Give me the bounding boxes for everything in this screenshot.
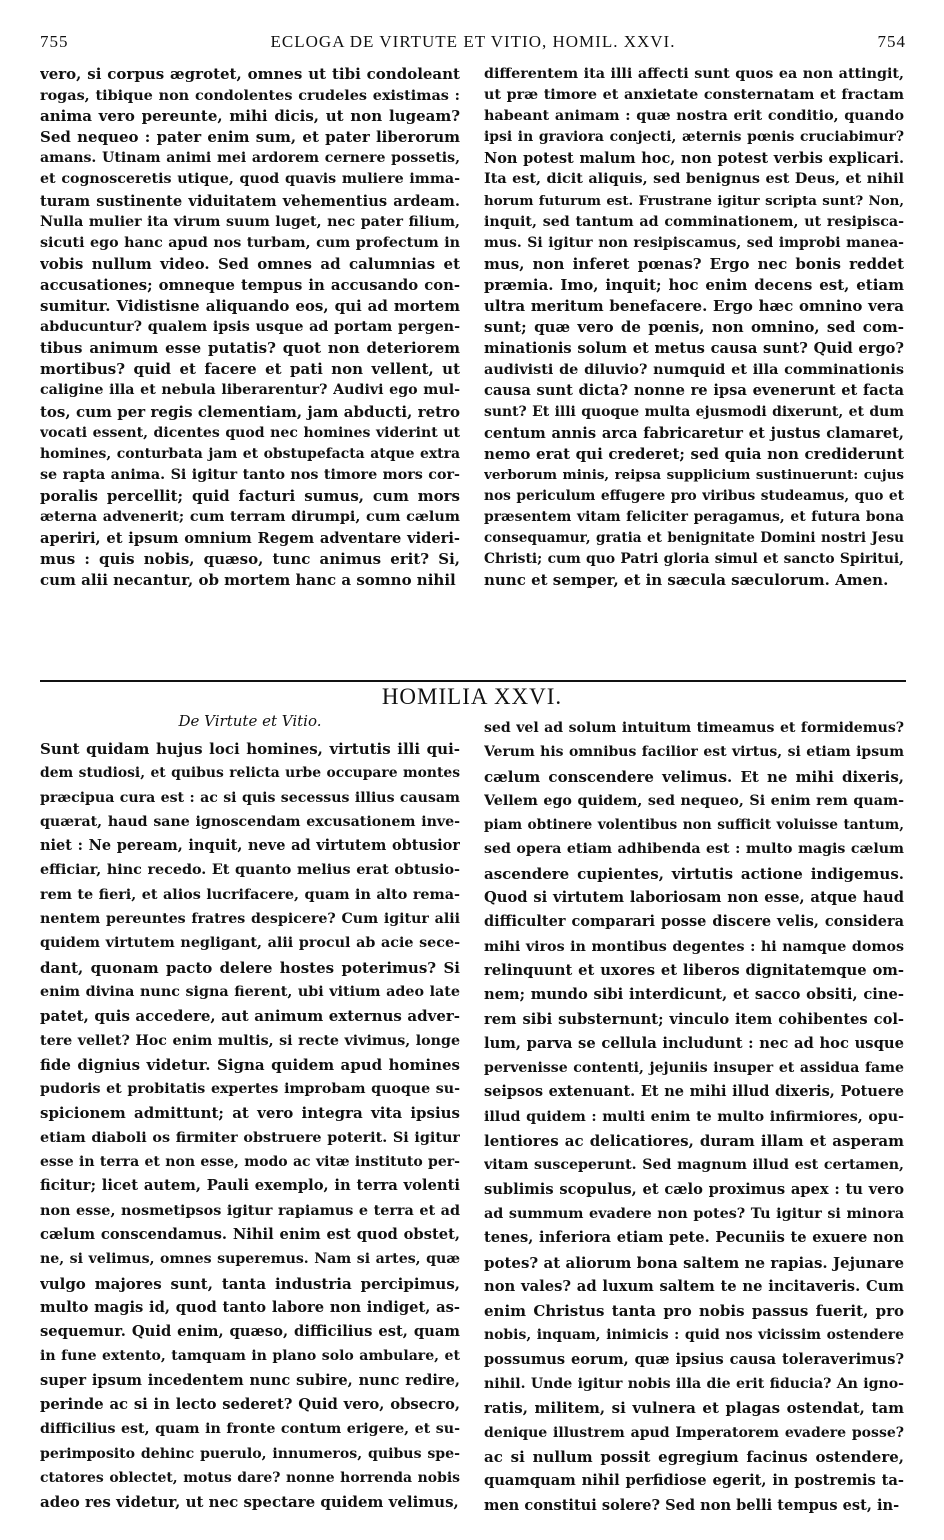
text-line: vitam susceperunt. Sed magnum illud est certamen, <box>484 1157 904 1174</box>
text-line: etiam diaboli os firmiter obstruere poterit. Si igitur <box>40 1129 460 1146</box>
text-line: audivisti de diluvio? numquid et illa comminationis <box>484 361 904 379</box>
text-line: in fune extento, tamquam in plano solo ambulare, et <box>40 1348 460 1365</box>
text-line: vero, si corpus ægrotet, omnes ut tibi condoleant <box>40 65 460 83</box>
text-line: homines, conturbata jam et obstupefacta atque extra <box>40 445 460 462</box>
homily-subtitle: De Virtute et Vitio. <box>178 712 322 730</box>
text-line: Verum his omnibus facilior est virtus, si etiam ipsum <box>484 744 904 761</box>
text-line: ratis, militem, si vulnera et plagas ostendat, tam <box>484 1399 904 1418</box>
text-line: piam obtinere volentibus non sufficit voluisse tantum, <box>484 817 904 834</box>
text-line: habeant animam : quæ nostra erit conditio, quando <box>484 108 904 125</box>
text-line: fide dignius videtur. Signa quidem apud homines <box>40 1055 460 1074</box>
text-line: sed opera etiam adhibenda est : multo magis cælum <box>484 841 904 858</box>
text-line: ultra meritum benefacere. Ergo hæc omnino vera <box>484 297 904 316</box>
page-number-left: 755 <box>40 32 69 51</box>
text-line: sunt? Et illi quoque multa ejusmodi dixerunt, et dum <box>484 403 904 420</box>
homily-title: HOMILIA XXVI. <box>381 684 563 709</box>
text-line: difficilius est, quam in fronte contum erigere, et su- <box>40 1421 460 1438</box>
text-line: mus. Si igitur non resipiscamus, sed improbi manea- <box>484 234 904 251</box>
text-line: non esse, nosmetipsos igitur rapiamus e terra et ad <box>40 1202 460 1219</box>
text-line: anima vero pereunte, mihi dicis, ut non lugeam? <box>40 107 460 126</box>
text-line: potes? at aliorum bona saltem ne rapias. Jejunare <box>484 1253 904 1272</box>
text-line: abducuntur? qualem ipsis usque ad portam pergen- <box>40 319 460 336</box>
text-line: adeo res videtur, ut nec spectare quidem velimus, <box>40 1493 459 1512</box>
text-line: enim Christus tanta pro nobis passus fuerit, pro <box>484 1302 904 1321</box>
text-line: vobis nullum video. Sed omnes ad calumnias et <box>40 254 460 273</box>
text-line: Christi; cum quo Patri gloria simul et sancto Spiritui, <box>484 551 904 568</box>
bottom-right-column <box>484 716 904 1518</box>
text-line: lentiores ac delicatiores, duram illam et asperam <box>484 1132 904 1151</box>
text-line: super ipsum incedentem nunc subire, nunc redire, <box>40 1371 460 1389</box>
section-divider <box>40 680 906 682</box>
text-line: sublimis scopulus, et cælo proximus apex : tu vero <box>484 1180 904 1198</box>
text-line: præmia. Imo, inquit; hoc enim decens est, etiam <box>484 275 904 294</box>
text-line: sicuti ego hanc apud nos turbam, cum profectum in <box>40 234 460 251</box>
text-line: non vales? ad luxum saltem te ne incitaveris. Cum <box>484 1277 904 1295</box>
text-line: difficulter comparari posse discere velis, considera <box>484 913 904 931</box>
text-line: nos periculum effugere pro viribus studeamus, quo et <box>484 487 904 504</box>
text-line: sed vel ad solum intuitum timeamus et formidemus? <box>484 720 904 736</box>
text-line: seipsos extenuant. Et ne mihi illud dixeris, Potuere <box>484 1083 904 1101</box>
text-line: verborum minis, reipsa supplicium sustinuerunt: cujus <box>484 466 904 483</box>
text-line: ac si nullum possit egregium facinus ostendere, <box>484 1447 904 1466</box>
text-line: Sunt quidam hujus loci homines, virtutis illi qui- <box>40 740 460 758</box>
text-line: Non potest malum hoc, non potest verbis explicari. <box>484 150 904 168</box>
text-line: turam sustinente viduitatem vehementius ardeam. <box>40 192 460 210</box>
text-line: se rapta anima. Si igitur tanto nos timore mors cor- <box>40 466 460 483</box>
text-line: aperiri, et ipsum omnium Regem adventare videri- <box>40 530 460 548</box>
text-line: nunc et semper, et in sæcula sæculorum. Amen. <box>484 571 889 590</box>
top-left-column <box>40 64 460 591</box>
text-line: causa sunt dicta? nonne re ipsa evenerunt et facta <box>484 382 904 400</box>
text-line: centum annis arca fabricaretur et justus clamaret, <box>484 424 904 442</box>
text-line: ficitur; licet autem, Pauli exemplo, in terra volenti <box>40 1177 460 1195</box>
text-line: nem; mundo sibi interdicunt, et sacco obsiti, cine- <box>484 986 904 1004</box>
text-line: nentem pereuntes fratres despicere? Cum igitur alii <box>40 911 460 928</box>
page-number-right: 754 <box>877 32 906 51</box>
text-line: rogas, tibique non condolentes crudeles existimas : <box>40 87 460 105</box>
text-line: quidem virtutem negligant, alii procul ab acie sece- <box>40 935 460 952</box>
text-line: ad summum evadere non potes? Tu igitur si minora <box>484 1205 904 1222</box>
text-line: mihi viros in montibus degentes : hi namque domos <box>484 938 904 955</box>
text-line: poralis percellit; quid facturi sumus, cum mors <box>40 486 460 505</box>
text-line: nihil. Unde igitur nobis illa die erit fiducia? An igno- <box>484 1376 904 1393</box>
text-line: et cognosceretis utique, quod quavis muliere imma- <box>40 171 460 188</box>
text-line: esse in terra et non esse, modo ac vitæ instituto per- <box>40 1154 460 1171</box>
text-line: præcipua cura est : ac si quis secessus illius causam <box>40 789 460 806</box>
text-line: vulgo majores sunt, tanta industria percipimus, <box>40 1274 460 1293</box>
text-line: spicionem admittunt; at vero integra vita ipsius <box>40 1104 460 1123</box>
running-header <box>40 32 906 54</box>
text-line: dem studiosi, et quibus relicta urbe occupare montes <box>40 765 460 782</box>
text-line: tos, cum per regis clementiam, jam abducti, retro <box>40 402 460 421</box>
text-line: possumus eorum, quæ ipsius causa toleraverimus? <box>484 1350 904 1368</box>
text-line: Ita est, dicit aliquis, sed benignus est Deus, et nihil <box>484 171 904 188</box>
text-line: niet : Ne peream, inquit, neve ad virtutem obtusior <box>40 837 460 855</box>
text-line: ctatores oblectet, motus dare? nonne horrenda nobis <box>40 1469 460 1486</box>
text-line: sequemur. Quid enim, quæso, difficilius est, quam <box>40 1323 460 1341</box>
text-line: differentem ita illi affecti sunt quos ea non attingit, <box>484 66 904 82</box>
text-line: tere vellet? Hoc enim multis, si recte vivimus, longe <box>40 1032 460 1049</box>
text-line: multo magis id, quod tanto labore non indiget, as- <box>40 1298 460 1316</box>
text-line: cum alii necantur, ob mortem hanc a somno nihil <box>40 571 456 590</box>
text-line: denique illustrem apud Imperatorem evadere posse? <box>484 1424 904 1441</box>
text-line: Quod si virtutem laboriosam non esse, atque haud <box>484 889 904 907</box>
text-line: lum, parva se cellula includunt : nec ad hoc usque <box>484 1034 904 1052</box>
text-line: nemo erat qui crederet; sed quia non crediderunt <box>484 444 904 463</box>
text-line: horum futurum est. Frustrane igitur scripta sunt? Non, <box>484 192 904 209</box>
text-line: minationis solum et metus causa sunt? Quid ergo? <box>484 340 904 358</box>
text-line: relinquunt et uxores et liberos dignitatemque om- <box>484 961 904 979</box>
text-line: præsentem vitam feliciter peragamus, et futura bona <box>484 508 904 525</box>
text-line: tenes, inferiora etiam pete. Pecuniis te exuere non <box>484 1229 904 1247</box>
text-line: perinde ac si in lecto sederet? Quid vero, obsecro, <box>40 1396 460 1414</box>
running-title: ECLOGA DE VIRTUTE ET VITIO, HOMIL. XXVI. <box>270 32 676 51</box>
text-line: amans. Utinam animi mei ardorem cernere possetis, <box>40 150 460 167</box>
text-line: consequamur, gratia et benignitate Domini nostri Jesu <box>484 530 904 547</box>
text-line: Vellem ego quidem, sed nequeo, Si enim rem quam- <box>484 792 904 809</box>
text-line: men constitui solere? Sed non belli tempus est, in- <box>484 1496 900 1514</box>
text-line: accusationes; omneque tempus in accusando con- <box>40 276 460 294</box>
text-line: ipsi in graviora conjecti, æternis pœnis cruciabimur? <box>484 129 904 146</box>
text-line: rem sibi substernunt; vinculo item cohibentes col- <box>484 1010 904 1028</box>
text-line: nobis, inquam, inimicis : quid nos vicissim ostendere <box>484 1327 904 1344</box>
text-line: pervenisse contenti, jejuniis insuper et assidua fame <box>484 1060 904 1077</box>
text-line: sunt; quæ vero de pœnis, non omnino, sed com- <box>484 318 904 337</box>
text-line: tibus animum esse putatis? quot non deteriorem <box>40 339 460 358</box>
text-line: inquit, sed tantum ad comminationem, ut resipisca- <box>484 213 904 230</box>
bottom-left-column <box>40 737 460 1515</box>
text-line: vocati essent, dicentes quod nec homines viderint ut <box>40 424 460 441</box>
text-line: Nulla mulier ita virum suum luget, nec pater filium, <box>40 213 460 230</box>
text-line: patet, quis accedere, aut animum externus adver- <box>40 1007 460 1026</box>
text-line: pudoris et probitatis expertes improbam quoque su- <box>40 1081 460 1098</box>
text-line: sumitur. Vidistisne aliquando eos, qui ad mortem <box>40 297 460 316</box>
text-line: quamquam nihil perfidiose egerit, in postremis ta- <box>484 1472 904 1490</box>
text-line: ut præ timore et anxietate consternatam et fractam <box>484 87 904 104</box>
text-line: ascendere cupientes, virtutis actione indigemus. <box>484 864 904 883</box>
text-line: cælum conscendere velimus. Et ne mihi dixeris, <box>484 767 904 786</box>
text-line: mus, non inferet pœnas? Ergo nec bonis reddet <box>484 254 904 273</box>
text-line: rem te fieri, et alios lucrifacere, quam in alto rema- <box>40 886 460 903</box>
text-line: perimposito dehinc puerulo, innumeros, quibus spe- <box>40 1445 460 1462</box>
top-right-column <box>484 64 904 591</box>
text-line: æterna advenerit; cum terram dirumpi, cum cælum <box>40 508 460 525</box>
text-line: efficiar, hinc recedo. Et quanto melius erat obtusio- <box>40 862 460 879</box>
text-line: quærat, haud sane ignoscendam excusationem inve- <box>40 813 460 830</box>
text-line: dant, quonam pacto delere hostes poterimus? Si <box>40 958 460 977</box>
text-line: illud quidem : multi enim te multo infirmiores, opu- <box>484 1108 904 1125</box>
text-line: Sed nequeo : pater enim sum, et pater liberorum <box>40 128 460 147</box>
text-line: caligine illa et nebula liberarentur? Audivi ego mul- <box>40 382 460 399</box>
text-line: enim divina nunc signa fierent, ubi vitium adeo late <box>40 983 460 1000</box>
text-line: mus : quis nobis, quæso, tunc animus erit? Si, <box>40 550 460 569</box>
text-line: ne, si velimus, omnes superemus. Nam si artes, quæ <box>40 1251 460 1268</box>
text-line: mortibus? quid et facere et pati non vellent, ut <box>40 360 460 379</box>
text-line: cælum conscendamus. Nihil enim est quod obstet, <box>40 1225 460 1243</box>
